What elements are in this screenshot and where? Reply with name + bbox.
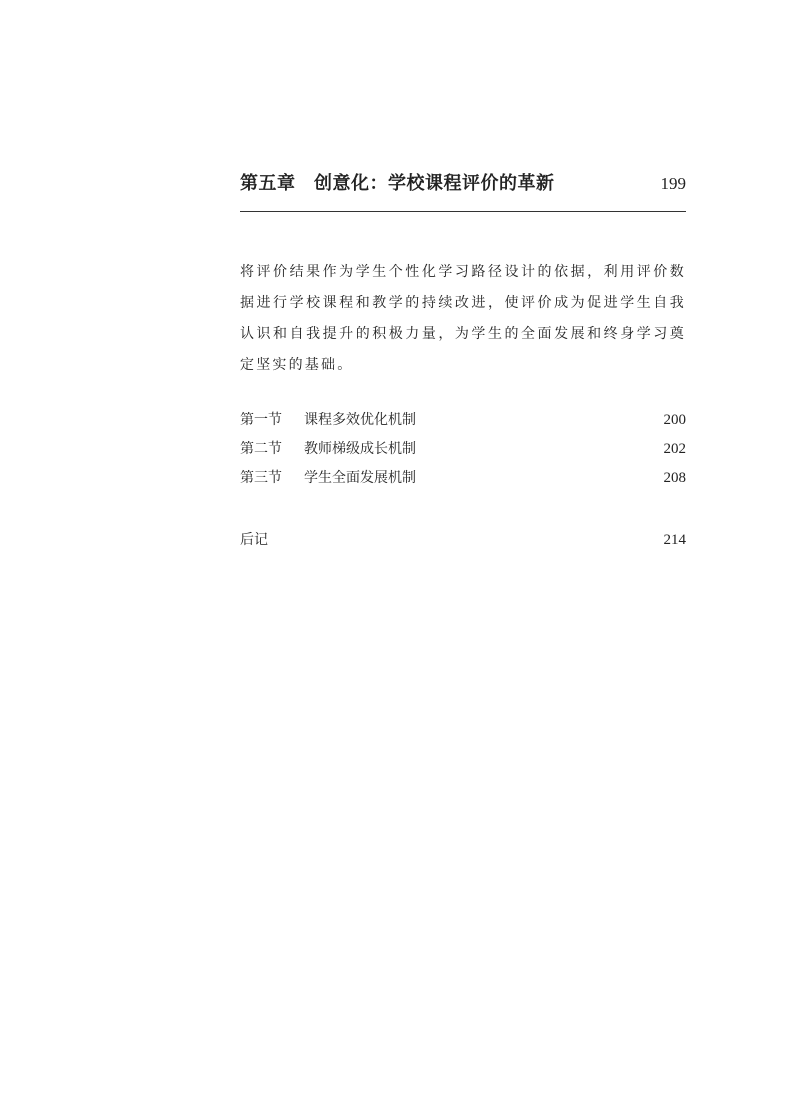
toc-entry[interactable] [240, 464, 686, 493]
afterword-page-number: 214 [663, 532, 686, 548]
afterword-label: 后记 [240, 532, 268, 548]
header-divider [240, 211, 686, 212]
chapter-header [240, 170, 686, 200]
toc-entry[interactable] [240, 435, 686, 464]
section-title: 课程多效优化机制 [304, 412, 416, 428]
toc-entry[interactable] [240, 406, 686, 435]
section-page-number: 200 [663, 412, 686, 428]
section-title: 教师梯级成长机制 [304, 441, 416, 457]
section-page-number: 208 [663, 470, 686, 486]
section-label: 第二节 [240, 441, 282, 457]
intro-paragraph: 将评价结果作为学生个性化学习路径设计的依据，利用评价数据进行学校课程和教学的持续改进，使评价成为促进学生自我认识和自我提升的积极力量，为学生的全面发展和终身学习奠定坚实的基础。 [240, 264, 686, 373]
section-list [240, 406, 686, 493]
section-label: 第三节 [240, 470, 282, 486]
section-label: 第一节 [240, 412, 282, 428]
chapter-page-number: 199 [660, 174, 686, 193]
toc-entry-afterword[interactable] [240, 525, 686, 555]
section-title: 学生全面发展机制 [304, 470, 416, 486]
chapter-title: 第五章 创意化：学校课程评价的革新 [240, 173, 555, 194]
section-page-number: 202 [663, 441, 686, 457]
